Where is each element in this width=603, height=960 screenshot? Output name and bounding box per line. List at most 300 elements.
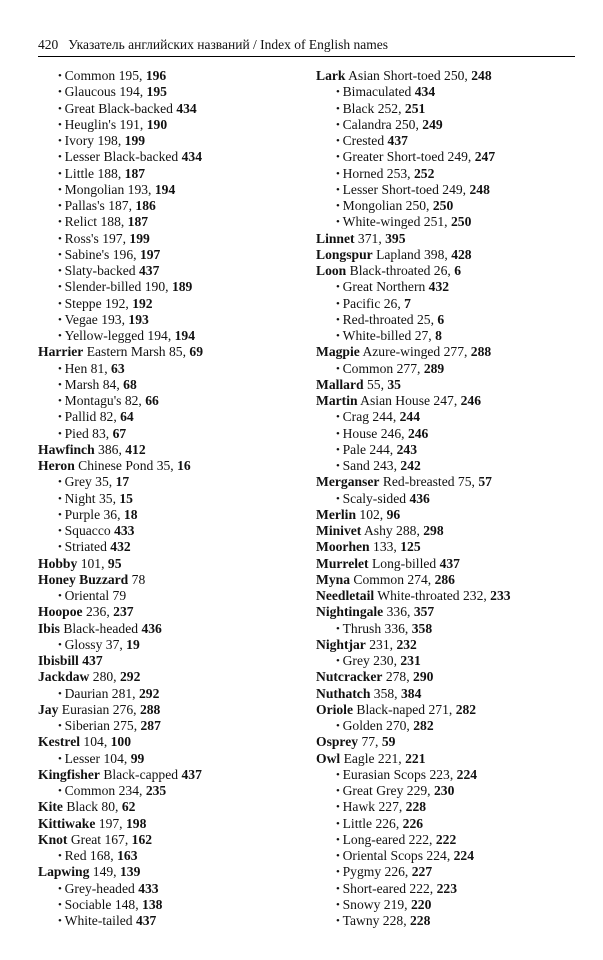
index-subentry bbox=[38, 84, 203, 100]
index-entry bbox=[316, 263, 511, 279]
entry-headword: Heron bbox=[38, 458, 75, 473]
entry-page-bold: 287 bbox=[140, 718, 161, 733]
entry-text: Red-breasted 75, bbox=[379, 474, 479, 490]
entry-text: White-billed 27, bbox=[342, 328, 436, 343]
entry-page-bold: 436 bbox=[141, 620, 162, 636]
entry-text: Grey 230, bbox=[342, 653, 401, 668]
entry-page-bold: 95 bbox=[107, 555, 122, 571]
entry-text: Eagle 221, bbox=[340, 750, 406, 766]
index-entry bbox=[316, 604, 511, 620]
entry-text: Common 277, bbox=[342, 360, 424, 376]
entry-page-bold: 246 bbox=[460, 393, 482, 408]
index-subentry bbox=[316, 783, 511, 799]
entry-page-bold: 62 bbox=[121, 799, 136, 815]
entry-page-bold: 248 bbox=[469, 181, 490, 197]
entry-headword: Minivet bbox=[316, 523, 362, 538]
index-subentry bbox=[316, 361, 511, 377]
entry-text: Scaly-sided bbox=[342, 490, 410, 506]
index-entry bbox=[316, 344, 511, 360]
entry-page-bold: 436 bbox=[409, 490, 430, 506]
index-entry bbox=[38, 556, 203, 572]
entry-text: White-tailed bbox=[64, 913, 136, 928]
entry-page-bold: 432 bbox=[428, 279, 450, 295]
entry-page-bold: 247 bbox=[474, 149, 496, 165]
entry-text: Little 188, bbox=[64, 165, 125, 181]
entry-page-bold: 17 bbox=[115, 474, 130, 490]
entry-page-bold: 193 bbox=[128, 311, 149, 327]
index-subentry bbox=[38, 783, 203, 799]
index-subentry bbox=[38, 751, 203, 767]
entry-page-bold: 250 bbox=[432, 198, 454, 213]
entry-page-bold: 194 bbox=[154, 181, 176, 197]
index-subentry bbox=[316, 296, 511, 312]
entry-text: Vegae 193, bbox=[64, 311, 129, 327]
entry-page-bold: 292 bbox=[119, 669, 141, 685]
entry-page-bold: 63 bbox=[111, 360, 125, 376]
entry-headword: Honey Buzzard bbox=[38, 571, 129, 587]
entry-text: Black-headed bbox=[59, 620, 142, 636]
entry-page-bold: 139 bbox=[119, 864, 141, 880]
index-subentry bbox=[38, 409, 203, 425]
entry-page-bold: 437 bbox=[439, 555, 460, 571]
entry-page-bold: 252 bbox=[413, 165, 435, 181]
entry-text: Asian House 247, bbox=[357, 393, 461, 408]
entry-text: Hen 81, bbox=[64, 360, 112, 376]
entry-page-bold: 6 bbox=[437, 311, 445, 327]
entry-text: White-winged 251, bbox=[342, 214, 451, 230]
index-subentry bbox=[316, 799, 511, 815]
index-entry bbox=[38, 767, 203, 783]
index-subentry bbox=[38, 718, 203, 734]
index-subentry bbox=[38, 214, 203, 230]
entry-headword: Kite bbox=[38, 799, 63, 815]
entry-page-bold: 222 bbox=[435, 831, 457, 847]
entry-page-bold: 231 bbox=[400, 653, 421, 668]
entry-page-bold: 220 bbox=[410, 896, 432, 912]
entry-text: White-throated 232, bbox=[374, 588, 491, 603]
entry-text: Pallas's 187, bbox=[64, 198, 136, 213]
entry-text: Common 234, bbox=[64, 783, 146, 798]
index-subentry bbox=[316, 653, 511, 669]
index-subentry bbox=[316, 718, 511, 734]
index-subentry bbox=[38, 198, 203, 214]
entry-text: Black 80, bbox=[62, 799, 122, 815]
entry-headword: Myna bbox=[316, 571, 350, 587]
entry-text: Daurian 281, bbox=[64, 685, 139, 701]
entry-page-bold: 244 bbox=[399, 409, 421, 425]
entry-page-bold: 8 bbox=[435, 328, 442, 343]
entry-text: 197, bbox=[95, 815, 126, 831]
index-entry bbox=[316, 377, 511, 393]
index-subentry bbox=[316, 881, 511, 897]
entry-page-bold: 15 bbox=[119, 490, 133, 506]
entry-text: 149, bbox=[89, 864, 120, 880]
entry-page-bold: 434 bbox=[176, 100, 197, 116]
index-column-right bbox=[316, 68, 511, 929]
entry-text: Black 252, bbox=[342, 100, 405, 116]
entry-text: Eurasian Scops 223, bbox=[342, 766, 457, 782]
entry-text: Long-eared 222, bbox=[342, 831, 436, 847]
index-entry bbox=[38, 669, 203, 685]
entry-text: Common 274, bbox=[349, 571, 435, 587]
entry-text: Squacco bbox=[64, 523, 115, 538]
index-subentry bbox=[316, 198, 511, 214]
index-subentry bbox=[38, 377, 203, 393]
entry-headword: Nightjar bbox=[316, 636, 366, 652]
index-subentry bbox=[38, 166, 203, 182]
index-subentry bbox=[38, 328, 203, 344]
entry-page-bold: 196 bbox=[145, 68, 167, 83]
entry-page-bold: 125 bbox=[400, 539, 421, 555]
index-entry bbox=[38, 572, 203, 588]
index-subentry bbox=[38, 588, 203, 604]
entry-text: Purple 36, bbox=[64, 506, 124, 522]
running-title: Указатель английских названий / Index of English names bbox=[68, 37, 389, 52]
entry-page-bold: 197 bbox=[139, 246, 161, 262]
index-subentry bbox=[38, 231, 203, 247]
index-subentry bbox=[38, 881, 203, 897]
entry-text: 336, bbox=[383, 604, 414, 620]
index-subentry bbox=[38, 637, 203, 653]
entry-text: Crag 244, bbox=[342, 409, 400, 425]
entry-text: House 246, bbox=[342, 425, 408, 441]
entry-page-bold: 250 bbox=[450, 214, 472, 230]
index-entry bbox=[316, 68, 511, 84]
index-entry bbox=[316, 637, 511, 653]
entry-page-bold: 138 bbox=[142, 896, 163, 912]
index-entry bbox=[316, 751, 511, 767]
entry-page-bold: 437 bbox=[387, 133, 408, 148]
entry-text: Glaucous 194, bbox=[64, 84, 147, 100]
index-subentry bbox=[316, 117, 511, 133]
entry-page-bold: 242 bbox=[400, 458, 421, 473]
index-entry bbox=[316, 572, 511, 588]
entry-headword: Hoopoe bbox=[38, 604, 83, 620]
entry-page-bold: 7 bbox=[404, 295, 411, 311]
entry-page-bold: 434 bbox=[181, 149, 203, 165]
entry-headword: Knot bbox=[38, 831, 68, 847]
entry-page-bold: 66 bbox=[145, 393, 159, 408]
entry-headword: Harrier bbox=[38, 344, 84, 360]
entry-text: Ashy 288, bbox=[361, 523, 424, 538]
index-subentry bbox=[38, 474, 203, 490]
entry-text: Red-throated 25, bbox=[342, 311, 438, 327]
entry-text: Heuglin's 191, bbox=[64, 116, 147, 132]
index-subentry bbox=[316, 84, 511, 100]
entry-text: Marsh 84, bbox=[64, 376, 124, 392]
entry-text: Pied 83, bbox=[64, 425, 113, 441]
entry-text: 386, bbox=[94, 441, 126, 457]
entry-text: 55, bbox=[363, 376, 388, 392]
entry-headword: Oriole bbox=[316, 701, 353, 717]
entry-headword: Mallard bbox=[316, 376, 364, 392]
index-subentry bbox=[38, 68, 203, 84]
index-entry bbox=[316, 539, 511, 555]
entry-page-bold: 199 bbox=[124, 133, 146, 148]
entry-text: Ross's 197, bbox=[64, 230, 130, 246]
entry-page-bold: 162 bbox=[131, 831, 153, 847]
entry-text: Great Grey 229, bbox=[342, 783, 434, 798]
entry-text: Short-eared 222, bbox=[342, 880, 437, 896]
index-entry bbox=[38, 458, 203, 474]
entry-headword: Linnet bbox=[316, 230, 355, 246]
entry-headword: Owl bbox=[316, 750, 341, 766]
entry-page-bold: 99 bbox=[130, 750, 145, 766]
entry-headword: Magpie bbox=[316, 344, 360, 360]
entry-headword: Loon bbox=[316, 263, 347, 278]
header-rule bbox=[38, 56, 575, 57]
index-subentry bbox=[316, 458, 511, 474]
index-entry bbox=[38, 344, 203, 360]
index-subentry bbox=[316, 328, 511, 344]
entry-headword: Lark bbox=[316, 68, 346, 83]
index-entry bbox=[38, 442, 203, 458]
index-subentry bbox=[38, 523, 203, 539]
entry-text: Common 195, bbox=[64, 68, 146, 83]
entry-page-bold: 232 bbox=[396, 636, 417, 652]
entry-text: Grey 35, bbox=[64, 474, 116, 490]
entry-text: Pale 244, bbox=[342, 441, 397, 457]
index-subentry bbox=[316, 897, 511, 913]
index-subentry bbox=[38, 133, 203, 149]
entry-headword: Merlin bbox=[316, 506, 357, 522]
entry-text: 231, bbox=[365, 636, 397, 652]
page-number: 420 bbox=[38, 37, 59, 52]
entry-page-bold: 412 bbox=[125, 441, 146, 457]
entry-text: Oriental Scops 224, bbox=[342, 848, 454, 863]
entry-page-bold: 233 bbox=[490, 588, 511, 603]
entry-page-bold: 224 bbox=[456, 766, 478, 782]
entry-page-bold: 19 bbox=[126, 636, 140, 652]
entry-text: Relict 188, bbox=[64, 214, 128, 230]
entry-text: Night 35, bbox=[64, 490, 120, 506]
index-subentry bbox=[316, 101, 511, 117]
entry-text: Lesser Short-toed 249, bbox=[342, 181, 470, 197]
index-entry bbox=[316, 686, 511, 702]
entry-headword: Needletail bbox=[316, 588, 375, 603]
index-subentry bbox=[38, 182, 203, 198]
entry-headword: Merganser bbox=[316, 474, 380, 490]
entry-text: Grey-headed bbox=[64, 880, 139, 896]
index-entry bbox=[316, 231, 511, 247]
index-entry bbox=[316, 669, 511, 685]
entry-text: Red 168, bbox=[64, 848, 118, 863]
index-subentry bbox=[316, 816, 511, 832]
entry-page-bold: 357 bbox=[413, 604, 435, 620]
entry-headword: Kittiwake bbox=[38, 815, 96, 831]
entry-page-bold: 437 bbox=[181, 766, 202, 782]
entry-text: Yellow-legged 194, bbox=[64, 328, 175, 343]
entry-headword: Kestrel bbox=[38, 734, 81, 750]
index-entry bbox=[316, 474, 511, 490]
entry-text: 77, bbox=[358, 734, 382, 750]
entry-page-bold: 243 bbox=[396, 441, 417, 457]
index-entry bbox=[38, 864, 203, 880]
entry-page-bold: 189 bbox=[171, 279, 193, 295]
entry-text: Black-naped 271, bbox=[353, 701, 456, 717]
entry-text: Asian Short-toed 250, bbox=[345, 68, 472, 83]
entry-page-bold: 18 bbox=[123, 506, 138, 522]
index-subentry bbox=[38, 393, 203, 409]
entry-text: Sand 243, bbox=[342, 458, 401, 473]
index-subentry bbox=[316, 426, 511, 442]
entry-page-bold: 230 bbox=[433, 783, 455, 798]
index-entry bbox=[316, 702, 511, 718]
entry-headword: Moorhen bbox=[316, 539, 370, 555]
index-entry bbox=[316, 588, 511, 604]
entry-page-bold: 237 bbox=[113, 604, 134, 620]
entry-text: 371, bbox=[354, 230, 386, 246]
entry-page-bold: 163 bbox=[117, 848, 138, 863]
index-subentry bbox=[316, 166, 511, 182]
entry-text: Chinese Pond 35, bbox=[74, 458, 178, 473]
entry-page-bold: 190 bbox=[146, 116, 168, 132]
entry-headword: Hobby bbox=[38, 555, 78, 571]
index-subentry bbox=[38, 426, 203, 442]
index-subentry bbox=[38, 491, 203, 507]
index-subentry bbox=[38, 913, 203, 929]
entry-page-bold: 286 bbox=[434, 571, 455, 587]
entry-text: Black-throated 26, bbox=[346, 263, 455, 278]
entry-page-bold: 290 bbox=[413, 669, 434, 685]
entry-text: 236, bbox=[82, 604, 114, 620]
entry-text: Pacific 26, bbox=[342, 295, 405, 311]
entry-page-bold: 428 bbox=[451, 246, 472, 262]
index-entry bbox=[38, 799, 203, 815]
entry-headword: Martin bbox=[316, 393, 358, 408]
entry-text: 278, bbox=[382, 669, 414, 685]
index-subentry bbox=[38, 263, 203, 279]
entry-text: Sociable 148, bbox=[64, 896, 143, 912]
entry-page-bold: 434 bbox=[414, 84, 436, 100]
index-subentry bbox=[316, 312, 511, 328]
entry-page-bold: 289 bbox=[423, 360, 445, 376]
index-entry bbox=[316, 393, 511, 409]
index-entry bbox=[316, 556, 511, 572]
index-subentry bbox=[316, 864, 511, 880]
index-subentry bbox=[316, 848, 511, 864]
index-entry bbox=[38, 621, 203, 637]
index-subentry bbox=[316, 182, 511, 198]
index-subentry bbox=[316, 279, 511, 295]
index-entry bbox=[316, 523, 511, 539]
entry-headword: Nightingale bbox=[316, 604, 384, 620]
entry-headword: Jay bbox=[38, 701, 59, 717]
entry-page-bold: 433 bbox=[138, 880, 159, 896]
entry-page-bold: 186 bbox=[135, 198, 156, 213]
entry-page-bold: 198 bbox=[125, 815, 147, 831]
index-subentry bbox=[38, 897, 203, 913]
entry-page-bold: 437 bbox=[138, 263, 160, 278]
entry-headword: Lapwing bbox=[38, 864, 90, 880]
index-subentry bbox=[316, 913, 511, 929]
entry-text: Crested bbox=[342, 133, 388, 148]
entry-page-bold: 187 bbox=[127, 214, 149, 230]
index-subentry bbox=[38, 101, 203, 117]
entry-text: Pallid 82, bbox=[64, 409, 121, 425]
entry-text: Calandra 250, bbox=[342, 116, 423, 132]
entry-text: 78 bbox=[128, 571, 146, 587]
entry-page-bold: 282 bbox=[455, 701, 477, 717]
entry-headword: Jackdaw bbox=[38, 669, 90, 685]
index-subentry bbox=[316, 621, 511, 637]
entry-page-bold: 226 bbox=[402, 815, 424, 831]
entry-headword: Osprey bbox=[316, 734, 359, 750]
index-entry bbox=[316, 507, 511, 523]
entry-headword: Kingfisher bbox=[38, 766, 100, 782]
entry-page-bold: 100 bbox=[110, 734, 132, 750]
index-entry bbox=[38, 653, 203, 669]
entry-text: Eurasian 276, bbox=[58, 701, 140, 717]
entry-text: Lesser Black-backed bbox=[64, 149, 182, 165]
entry-text: Great Black-backed bbox=[64, 100, 177, 116]
index-subentry bbox=[316, 832, 511, 848]
entry-text: Long-billed bbox=[368, 555, 440, 571]
entry-text: 102, bbox=[356, 506, 387, 522]
index-subentry bbox=[38, 539, 203, 555]
index-entry bbox=[38, 702, 203, 718]
entry-page-bold: 67 bbox=[112, 425, 127, 441]
entry-text: Great 167, bbox=[67, 831, 132, 847]
entry-text: Horned 253, bbox=[342, 165, 414, 181]
entry-page-bold: 194 bbox=[174, 328, 196, 343]
entry-page-bold: 358 bbox=[411, 620, 433, 636]
entry-text: Azure-winged 277, bbox=[359, 344, 471, 360]
index-subentry bbox=[38, 848, 203, 864]
entry-text: Oriental 79 bbox=[64, 588, 127, 603]
entry-page-bold: 292 bbox=[138, 685, 160, 701]
entry-text: Bimaculated bbox=[342, 84, 415, 100]
entry-page-bold: 16 bbox=[177, 458, 191, 473]
entry-text: Hawk 227, bbox=[342, 799, 406, 815]
entry-page-bold: 224 bbox=[453, 848, 475, 863]
entry-text: Lesser 104, bbox=[64, 750, 131, 766]
entry-page-bold: 59 bbox=[381, 734, 396, 750]
index-entry bbox=[316, 247, 511, 263]
entry-page-bold: 433 bbox=[114, 523, 135, 538]
entry-page-bold: 199 bbox=[129, 230, 150, 246]
entry-text: 104, bbox=[80, 734, 111, 750]
entry-text: Sabine's 196, bbox=[64, 246, 140, 262]
index-subentry bbox=[38, 296, 203, 312]
entry-page-bold: 288 bbox=[139, 701, 161, 717]
index-entry bbox=[38, 832, 203, 848]
entry-page-bold: 432 bbox=[110, 539, 131, 555]
entry-page-bold: 69 bbox=[189, 344, 203, 360]
page-header bbox=[38, 36, 573, 54]
entry-page-bold: 248 bbox=[471, 68, 492, 83]
entry-headword: Longspur bbox=[316, 246, 373, 262]
index-subentry bbox=[316, 767, 511, 783]
entry-page-bold: 251 bbox=[404, 100, 426, 116]
entry-page-bold: 298 bbox=[423, 523, 444, 538]
entry-page-bold: 282 bbox=[413, 718, 434, 733]
entry-page-bold: 249 bbox=[422, 116, 443, 132]
entry-page-bold: 235 bbox=[145, 783, 167, 798]
entry-headword: Nutcracker bbox=[316, 669, 383, 685]
entry-page-bold: 64 bbox=[120, 409, 134, 425]
entry-headword: Hawfinch bbox=[38, 441, 95, 457]
index-subentry bbox=[316, 442, 511, 458]
entry-page-bold: 223 bbox=[436, 880, 457, 896]
entry-page-bold: 195 bbox=[146, 84, 167, 100]
entry-text: Thrush 336, bbox=[342, 620, 412, 636]
entry-page-bold: 228 bbox=[410, 913, 431, 928]
index-subentry bbox=[316, 409, 511, 425]
index-subentry bbox=[38, 361, 203, 377]
entry-text: Siberian 275, bbox=[64, 718, 141, 733]
entry-text: 133, bbox=[369, 539, 401, 555]
